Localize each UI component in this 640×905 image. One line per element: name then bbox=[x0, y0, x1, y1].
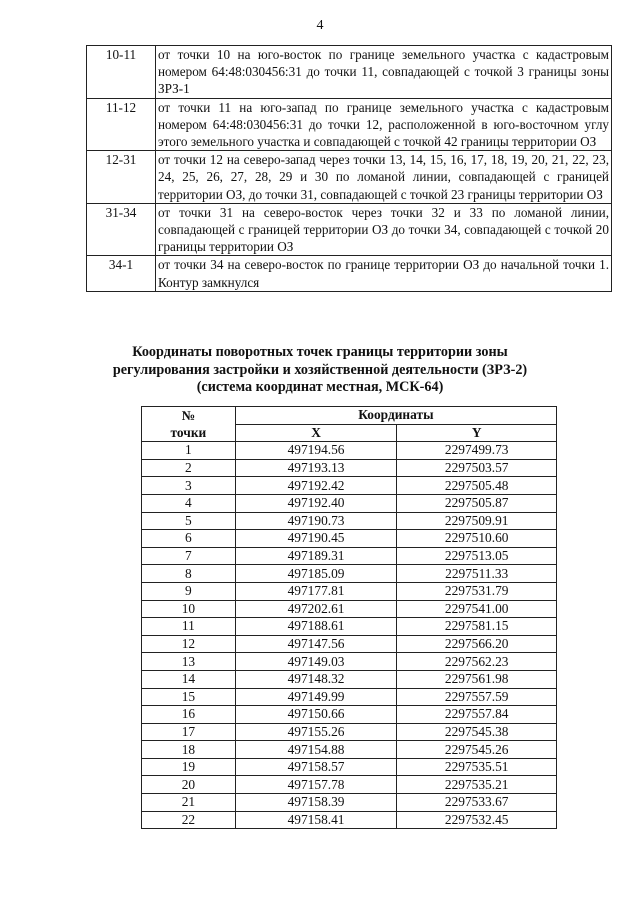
y-coordinate: 2297535.51 bbox=[397, 758, 557, 776]
coordinates-table-header bbox=[142, 407, 557, 442]
x-coordinate: 497188.61 bbox=[235, 618, 397, 636]
x-coordinate: 497149.99 bbox=[235, 688, 397, 706]
y-coordinate: 2297545.38 bbox=[397, 723, 557, 741]
y-coordinate: 2297511.33 bbox=[397, 565, 557, 583]
table-row bbox=[142, 512, 557, 530]
table-row bbox=[142, 442, 557, 460]
segment-id: 11-12 bbox=[87, 98, 156, 151]
x-coordinate: 497189.31 bbox=[235, 547, 397, 565]
table-row bbox=[142, 723, 557, 741]
segment-id: 12-31 bbox=[87, 151, 156, 204]
table-row bbox=[142, 547, 557, 565]
point-number: 13 bbox=[142, 653, 236, 671]
point-number: 8 bbox=[142, 565, 236, 583]
segment-row bbox=[87, 203, 612, 256]
x-coordinate: 497190.45 bbox=[235, 530, 397, 548]
y-coordinate: 2297535.21 bbox=[397, 776, 557, 794]
segment-row bbox=[87, 151, 612, 204]
segments-body bbox=[87, 46, 612, 292]
header-y: Y bbox=[397, 424, 557, 442]
y-coordinate: 2297566.20 bbox=[397, 635, 557, 653]
y-coordinate: 2297503.57 bbox=[397, 459, 557, 477]
x-coordinate: 497158.41 bbox=[235, 811, 397, 829]
table-row bbox=[142, 758, 557, 776]
segment-description: от точки 11 на юго-запад по границе земельного участка с кадастровым номером 64:48:030456:31 до точки 12, расположенной в юго-восточном углу этого земельного участка и совпадающей с точкой 42 границы территории ОЗ bbox=[156, 98, 612, 151]
table-row bbox=[142, 635, 557, 653]
x-coordinate: 497190.73 bbox=[235, 512, 397, 530]
title-line-2: регулирования застройки и хозяйственной деятельности (ЗРЗ-2) bbox=[112, 361, 528, 378]
table-row bbox=[142, 618, 557, 636]
y-coordinate: 2297541.00 bbox=[397, 600, 557, 618]
table-row bbox=[142, 653, 557, 671]
segment-row bbox=[87, 46, 612, 99]
x-coordinate: 497194.56 bbox=[235, 442, 397, 460]
point-number: 18 bbox=[142, 741, 236, 759]
segment-id: 10-11 bbox=[87, 46, 156, 99]
point-number: 4 bbox=[142, 494, 236, 512]
y-coordinate: 2297499.73 bbox=[397, 442, 557, 460]
x-coordinate: 497192.42 bbox=[235, 477, 397, 495]
table-row bbox=[142, 776, 557, 794]
y-coordinate: 2297532.45 bbox=[397, 811, 557, 829]
table-row bbox=[142, 794, 557, 812]
point-number: 20 bbox=[142, 776, 236, 794]
table-row bbox=[142, 530, 557, 548]
point-number: 16 bbox=[142, 706, 236, 724]
table-row bbox=[142, 582, 557, 600]
segment-description: от точки 12 на северо-запад через точки 13, 14, 15, 16, 17, 18, 19, 20, 21, 22, 23, 24, 25, 26, 27, 28, 29 и 30 по ломаной линии, совпадающей с границей территории ОЗ, до точки 31, совпадающей с точкой 23 границы территории ОЗ bbox=[156, 151, 612, 204]
point-number: 21 bbox=[142, 794, 236, 812]
point-number: 22 bbox=[142, 811, 236, 829]
point-number: 19 bbox=[142, 758, 236, 776]
point-number: 1 bbox=[142, 442, 236, 460]
y-coordinate: 2297510.60 bbox=[397, 530, 557, 548]
segment-description: от точки 34 на северо-восток по границе территории ОЗ до начальной точки 1. Контур замкнулся bbox=[156, 256, 612, 291]
y-coordinate: 2297562.23 bbox=[397, 653, 557, 671]
x-coordinate: 497158.57 bbox=[235, 758, 397, 776]
header-point-no-line2: точки bbox=[142, 424, 236, 442]
x-coordinate: 497157.78 bbox=[235, 776, 397, 794]
x-coordinate: 497158.39 bbox=[235, 794, 397, 812]
point-number: 9 bbox=[142, 582, 236, 600]
x-coordinate: 497149.03 bbox=[235, 653, 397, 671]
point-number: 12 bbox=[142, 635, 236, 653]
segment-description: от точки 10 на юго-восток по границе земельного участка с кадастровым номером 64:48:030456:31 до точки 11, совпадающей с точкой 3 границы зоны ЗРЗ-1 bbox=[156, 46, 612, 99]
title-line-3: (система координат местная, МСК-64) bbox=[196, 379, 444, 395]
table-row bbox=[142, 477, 557, 495]
table-row bbox=[142, 565, 557, 583]
title-line-1: Координаты поворотных точек границы территории зоны bbox=[132, 344, 508, 360]
x-coordinate: 497154.88 bbox=[235, 741, 397, 759]
y-coordinate: 2297505.48 bbox=[397, 477, 557, 495]
x-coordinate: 497192.40 bbox=[235, 494, 397, 512]
header-x: X bbox=[235, 424, 397, 442]
x-coordinate: 497185.09 bbox=[235, 565, 397, 583]
point-number: 15 bbox=[142, 688, 236, 706]
point-number: 3 bbox=[142, 477, 236, 495]
x-coordinate: 497177.81 bbox=[235, 582, 397, 600]
y-coordinate: 2297561.98 bbox=[397, 670, 557, 688]
header-point-no: № bbox=[142, 407, 236, 425]
header-coordinates: Координаты bbox=[235, 407, 556, 425]
table-row bbox=[142, 600, 557, 618]
segment-id: 31-34 bbox=[87, 203, 156, 256]
coordinates-title bbox=[100, 344, 540, 397]
segment-id: 34-1 bbox=[87, 256, 156, 291]
table-row bbox=[142, 811, 557, 829]
y-coordinate: 2297557.59 bbox=[397, 688, 557, 706]
segment-description: от точки 31 на северо-восток через точки 32 и 33 по ломаной линии, совпадающей с границей территории ОЗ до точки 34, совпадающей с точкой 20 границы территории ОЗ bbox=[156, 203, 612, 256]
segment-row bbox=[87, 256, 612, 291]
x-coordinate: 497193.13 bbox=[235, 459, 397, 477]
point-number: 11 bbox=[142, 618, 236, 636]
y-coordinate: 2297505.87 bbox=[397, 494, 557, 512]
table-row bbox=[142, 706, 557, 724]
table-row bbox=[142, 670, 557, 688]
x-coordinate: 497148.32 bbox=[235, 670, 397, 688]
point-number: 5 bbox=[142, 512, 236, 530]
segment-row bbox=[87, 98, 612, 151]
boundary-segments-table bbox=[86, 45, 612, 292]
point-number: 6 bbox=[142, 530, 236, 548]
point-number: 2 bbox=[142, 459, 236, 477]
x-coordinate: 497155.26 bbox=[235, 723, 397, 741]
point-number: 14 bbox=[142, 670, 236, 688]
y-coordinate: 2297513.05 bbox=[397, 547, 557, 565]
table-row bbox=[142, 688, 557, 706]
y-coordinate: 2297557.84 bbox=[397, 706, 557, 724]
coordinates-body bbox=[142, 442, 557, 829]
x-coordinate: 497202.61 bbox=[235, 600, 397, 618]
x-coordinate: 497147.56 bbox=[235, 635, 397, 653]
table-row bbox=[142, 494, 557, 512]
y-coordinate: 2297581.15 bbox=[397, 618, 557, 636]
y-coordinate: 2297509.91 bbox=[397, 512, 557, 530]
x-coordinate: 497150.66 bbox=[235, 706, 397, 724]
y-coordinate: 2297531.79 bbox=[397, 582, 557, 600]
page-number: 4 bbox=[316, 18, 324, 33]
y-coordinate: 2297533.67 bbox=[397, 794, 557, 812]
table-row bbox=[142, 741, 557, 759]
point-number: 17 bbox=[142, 723, 236, 741]
coordinates-table bbox=[141, 406, 557, 829]
point-number: 10 bbox=[142, 600, 236, 618]
y-coordinate: 2297545.26 bbox=[397, 741, 557, 759]
point-number: 7 bbox=[142, 547, 236, 565]
table-row bbox=[142, 459, 557, 477]
